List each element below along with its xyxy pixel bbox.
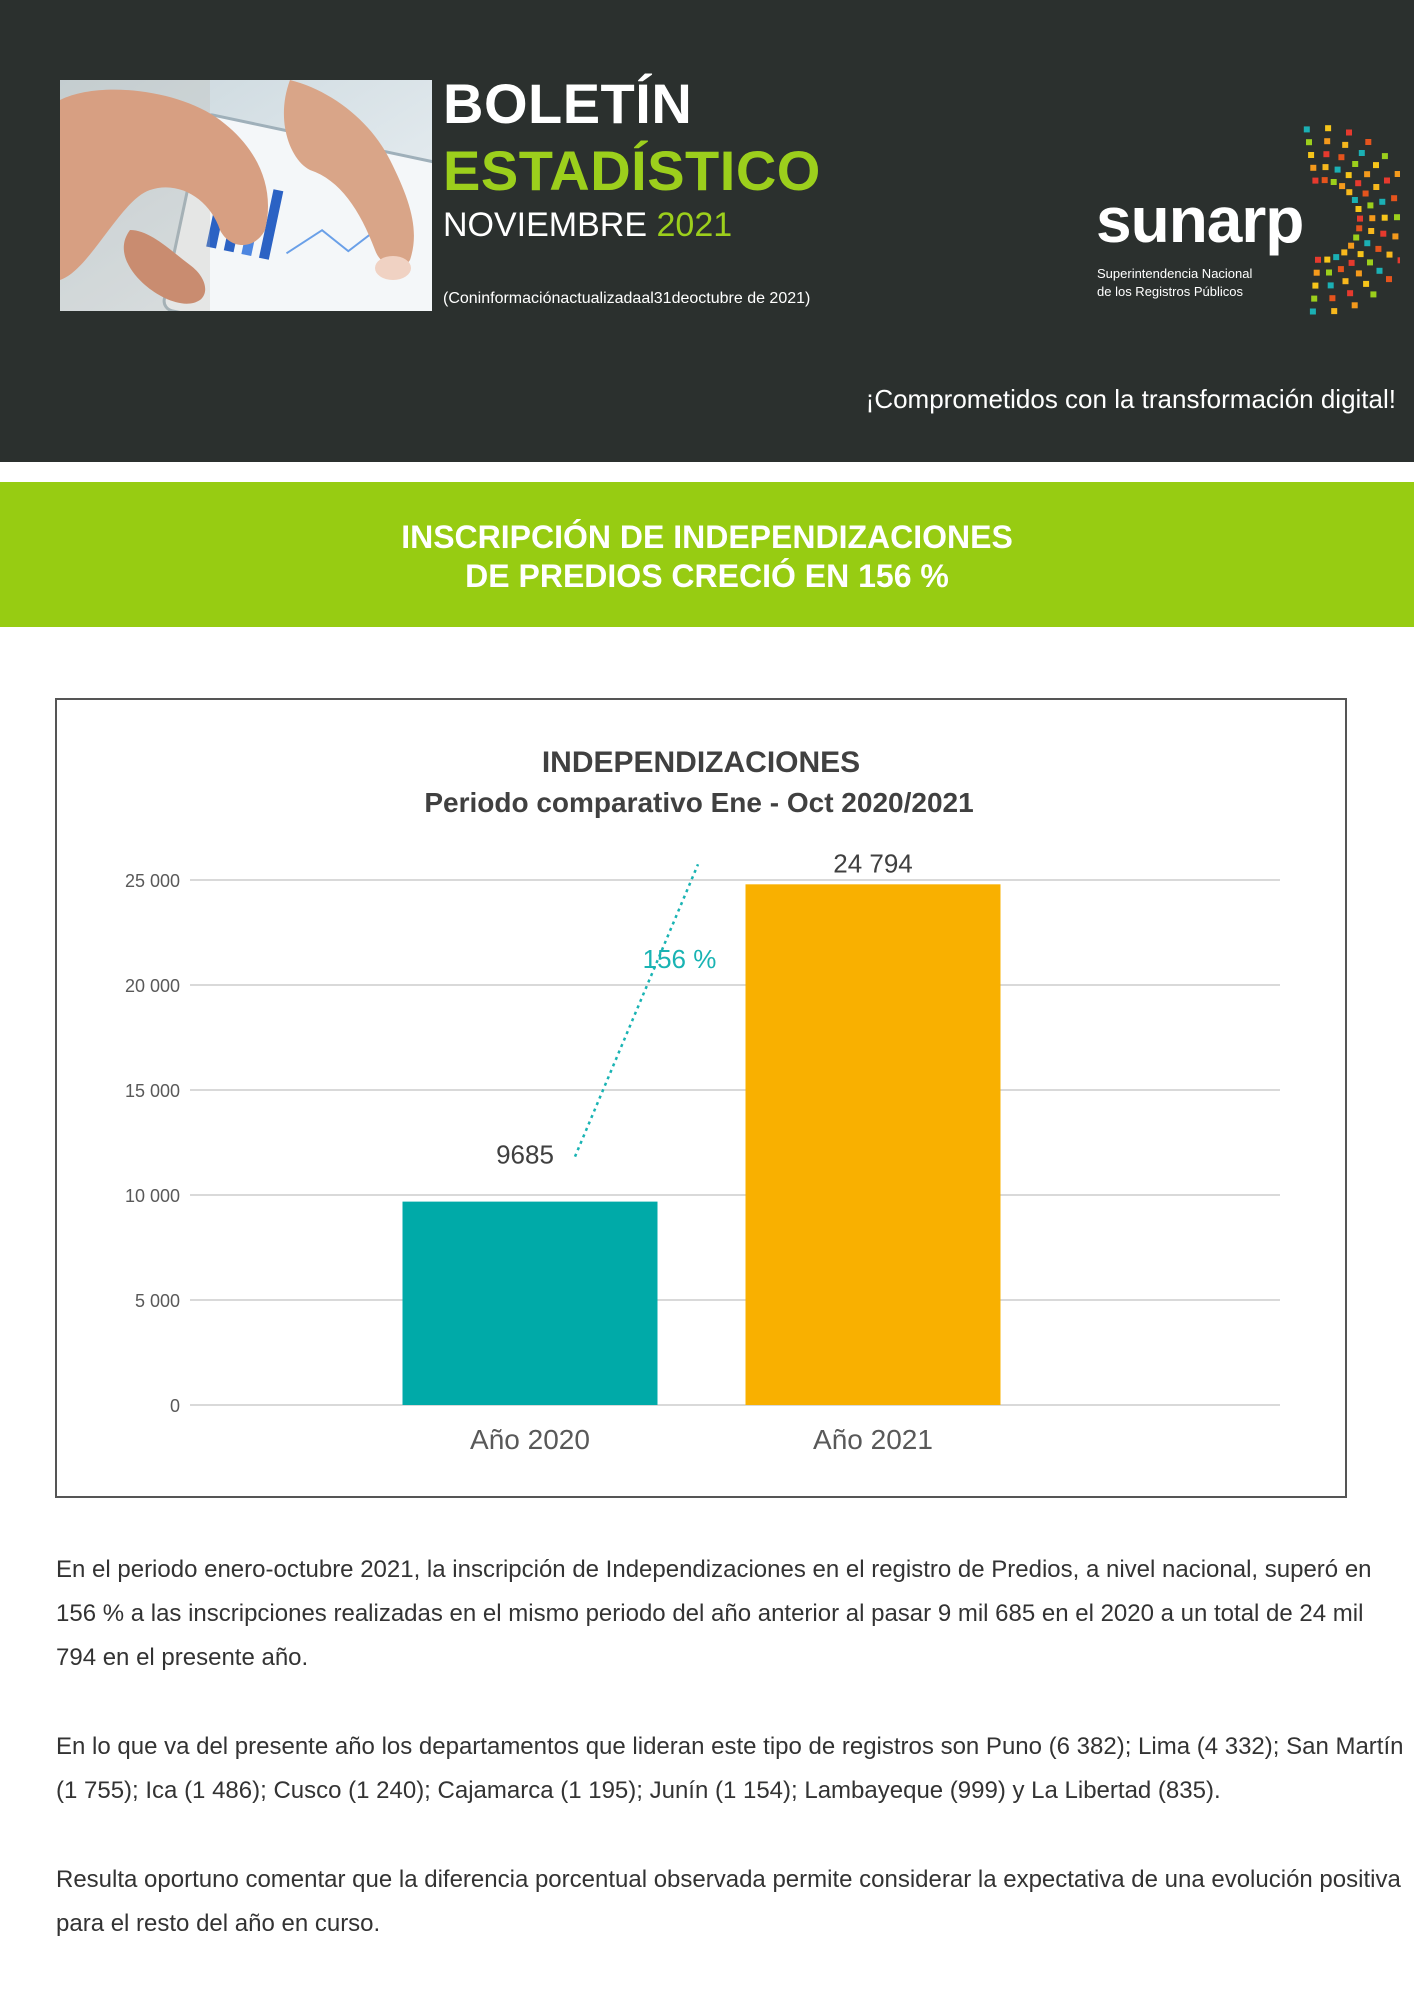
update-note: (Coninformaciónactualizadaal31deoctubre de 2021): [443, 290, 811, 307]
growth-annotation: 156 %: [642, 943, 717, 974]
logo-ray-dot: [1343, 278, 1349, 284]
logo-ray-dot: [1363, 281, 1369, 287]
logo-ray-dot: [1368, 228, 1374, 234]
y-tick-label: 25 000: [124, 871, 180, 891]
x-tick-label: Año 2020: [470, 1424, 590, 1455]
logo-ray-dot: [1356, 270, 1362, 276]
logo-ray-dot: [1342, 142, 1348, 148]
logo-ray-dot: [1312, 178, 1318, 184]
data-label-2020: 9685: [496, 1139, 554, 1170]
logo-ray-dot: [1370, 291, 1376, 297]
bar-ano-2021: [746, 884, 1001, 1405]
bulletin-title-line2: ESTADÍSTICO: [443, 139, 821, 202]
logo-ray-dot: [1356, 225, 1362, 231]
logo-subtitle-line1: Superintendencia Nacional: [1097, 266, 1253, 281]
logo-ray-dot: [1310, 165, 1316, 171]
headline-line2: DE PREDIOS CRECIÓ EN 156 %: [465, 558, 949, 594]
bulletin-header: [0, 0, 1414, 462]
logo-ray-dot: [1357, 216, 1363, 222]
logo-ray-dot: [1323, 164, 1329, 170]
logo-ray-dot: [1323, 151, 1329, 157]
logo-ray-dot: [1315, 257, 1321, 263]
logo-ray-dot: [1310, 309, 1316, 315]
logo-ray-dot: [1308, 152, 1314, 158]
sunarp-logo-subtitle: [1097, 265, 1252, 300]
y-tick-label: 0: [169, 1396, 180, 1416]
logo-ray-dot: [1379, 199, 1385, 205]
logo-ray-dot: [1353, 235, 1359, 241]
body-paragraph-2: En lo que va del presente año los departamentos que lideran este tipo de registros son Puno (6 382); Lima (4 332); San Martín (1 755); Ica (1 486); Cusco (1 240); Cajamarca (1 195); Junín (1 154); Lambayeque (999) y La Libertad (835).: [56, 1733, 1404, 1804]
logo-ray-dot: [1398, 257, 1400, 263]
logo-ray-dot: [1335, 167, 1341, 173]
logo-ray-dot: [1348, 243, 1354, 249]
headline-line1: INSCRIPCIÓN DE INDEPENDIZACIONES: [401, 519, 1013, 555]
logo-ray-dot: [1346, 172, 1352, 178]
growth-connector-line: [575, 864, 698, 1156]
logo-ray-dot: [1352, 302, 1358, 308]
bar-ano-2020: [403, 1202, 658, 1405]
y-tick-label: 20 000: [124, 976, 180, 996]
logo-ray-dot: [1338, 266, 1344, 272]
logo-ray-dot: [1377, 268, 1383, 274]
logo-ray-dot: [1363, 191, 1369, 197]
issue-date: [443, 208, 732, 242]
logo-ray-dot: [1331, 308, 1337, 314]
logo-ray-dot: [1380, 231, 1386, 237]
logo-ray-dot: [1382, 215, 1388, 221]
bulletin-title-line1: BOLETÍN: [443, 72, 693, 135]
logo-ray-dot: [1394, 214, 1400, 220]
logo-ray-dot: [1375, 246, 1381, 252]
issue-month: NOVIEMBRE: [443, 206, 648, 244]
tagline: ¡Comprometidos con la transformación digital!: [865, 384, 1396, 414]
logo-ray-dot: [1364, 240, 1370, 246]
logo-ray-dot: [1328, 282, 1334, 288]
logo-ray-dot: [1314, 270, 1320, 276]
logo-subtitle-line2: de los Registros Públicos: [1097, 283, 1243, 299]
logo-ray-dot: [1373, 184, 1379, 190]
logo-ray-dot: [1358, 251, 1364, 257]
logo-ray-dot: [1312, 283, 1318, 289]
issue-year: 2021: [656, 206, 733, 244]
sunarp-logo-wordmark: sunarp: [1096, 184, 1304, 256]
logo-ray-dot: [1331, 179, 1337, 185]
x-tick-label: Año 2021: [813, 1424, 933, 1455]
logo-ray-dot: [1326, 270, 1332, 276]
logo-ray-dot: [1322, 177, 1328, 183]
y-tick-label: 15 000: [124, 1081, 180, 1101]
logo-ray-dot: [1341, 249, 1347, 255]
logo-ray-dot: [1386, 276, 1392, 282]
chart-title: INDEPENDIZACIONES: [541, 746, 861, 779]
logo-ray-dot: [1384, 178, 1390, 184]
y-tick-label: 10 000: [124, 1186, 180, 1206]
logo-ray-dot: [1349, 260, 1355, 266]
logo-ray-dot: [1325, 125, 1331, 131]
logo-ray-dot: [1352, 161, 1358, 167]
logo-ray-dot: [1346, 189, 1352, 195]
chart-subtitle: Periodo comparativo Ene - Oct 2020/2021: [424, 787, 974, 818]
headline-band: [0, 482, 1414, 627]
logo-ray-dot: [1346, 130, 1352, 136]
logo-ray-dot: [1329, 295, 1335, 301]
independizaciones-chart: [55, 698, 1347, 1498]
data-label-2021: 24 794: [833, 848, 913, 879]
logo-ray-dot: [1367, 202, 1373, 208]
logo-ray-dot: [1359, 150, 1365, 156]
logo-ray-dot: [1365, 139, 1371, 145]
logo-ray-dot: [1373, 162, 1379, 168]
logo-ray-dot: [1387, 252, 1393, 258]
logo-ray-dot: [1339, 183, 1345, 189]
logo-ray-dot: [1324, 138, 1330, 144]
logo-ray-dot: [1324, 257, 1330, 263]
body-paragraph-3: Resulta oportuno comentar que la diferencia porcentual observada permite considerar la expectativa de una evolución positiva para el resto del año en curso.: [56, 1866, 1401, 1937]
logo-ray-dot: [1355, 180, 1361, 186]
y-tick-label: 5 000: [134, 1291, 180, 1311]
logo-ray-dot: [1333, 254, 1339, 260]
logo-ray-dot: [1395, 171, 1400, 177]
logo-ray-dot: [1392, 233, 1398, 239]
logo-ray-dot: [1352, 197, 1358, 203]
logo-ray-dot: [1382, 153, 1388, 159]
logo-ray-dot: [1338, 154, 1344, 160]
logo-ray-dot: [1311, 296, 1317, 302]
logo-ray-dot: [1364, 171, 1370, 177]
logo-ray-dot: [1306, 139, 1312, 145]
logo-ray-dot: [1367, 259, 1373, 265]
logo-ray-dot: [1391, 195, 1397, 201]
logo-ray-dot: [1304, 126, 1310, 132]
chart-canvas: [57, 700, 1345, 1496]
logo-ray-dot: [1356, 206, 1362, 212]
header-photo-tablet: [60, 80, 432, 311]
logo-ray-dot: [1347, 290, 1353, 296]
logo-ray-dot: [1369, 215, 1375, 221]
body-paragraph-1: En el periodo enero-octubre 2021, la inscripción de Independizaciones en el registro de Predios, a nivel nacional, superó en 156 % a las inscripciones realizadas en el mismo periodo del año anterior al pasar 9 mil 685 en el 2020 a un total de 24 mil 794 en el presente año.: [56, 1556, 1372, 1671]
